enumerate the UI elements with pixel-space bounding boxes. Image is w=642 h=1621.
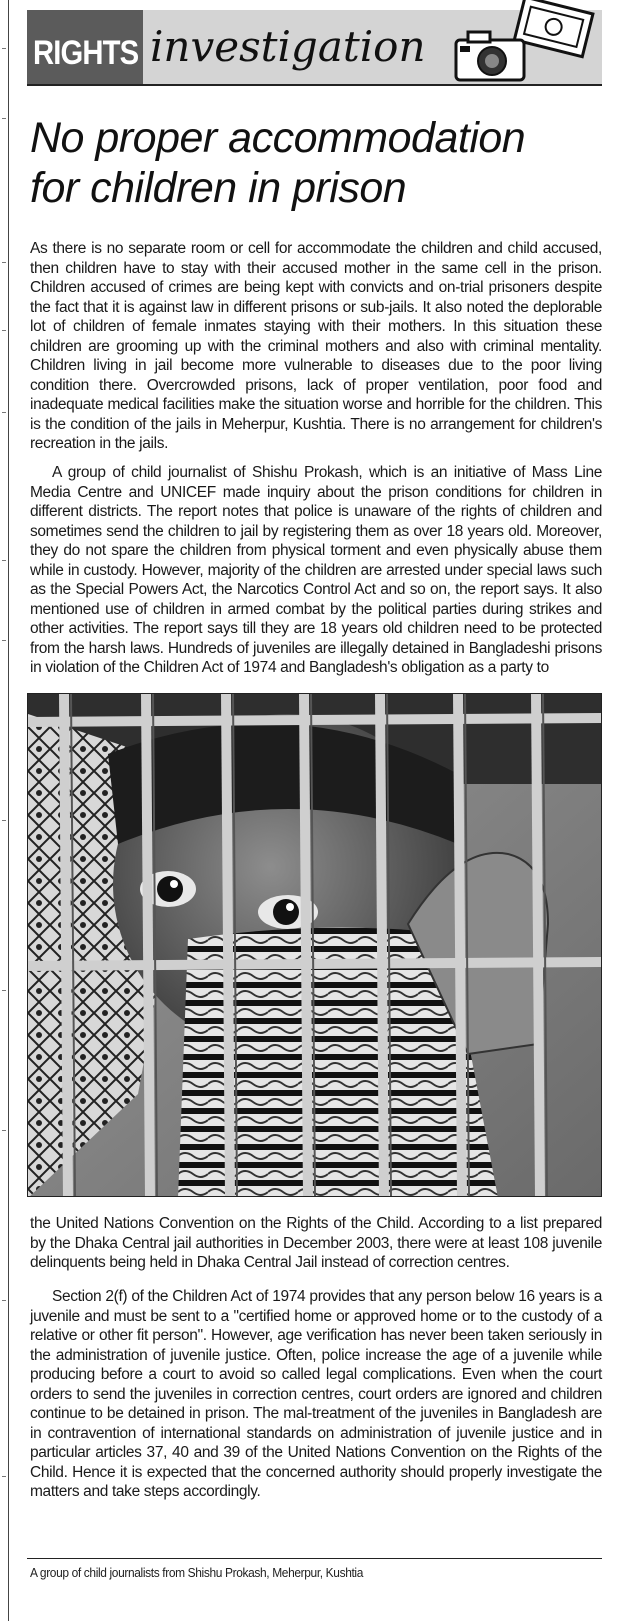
camera-icon [448,0,604,86]
article-paragraph: As there is no separate room or cell for accommodate the children and child accused, then children have to stay with their accused mother in the same cell in the prison. Children accused of crimes are being kept with convicts and on-trial prisoners despite the fact that it is against law in different prisons or sub-jails. It also noted the deplorable lot of children of female inmates staying with their mothers. In this situation these children are grooming up with the criminal mothers and also with criminal mentality. Children living in jail become more vulnerable to diseases due to the poor living condition there. Overcrowded prisons, lack of proper ventilation, poor food and inadequate medical facilities make the situation worse and horrible for the children. This is the condition of the jails in Meherpur, Kushtia. There is no arrangement for children's recreation in the jails. [30,240,602,453]
section-subtitle: investigation [150,22,426,71]
article-paragraph: Section 2(f) of the Children Act of 1974 provides that any person below 16 years is a juvenile and must be sent to a "certified home or approved home or to the custody of a relative or other fit person". However, age verification has never been taken seriously in the administration of juvenile justice. Often, police increase the age of a juvenile while producing before a court to avoid so called legal complications. Even when the court orders to send the juveniles in correction centres, court orders are ignored and children continue to be detained in prison. The mal-treatment of the juveniles in Bangladesh are in contravention of international standards on administration of juvenile justice and in particular articles 37, 40 and 39 of the United Nations Convention on the Rights of the Child. Hence it is expected that the concerned authority should properly investigate the matters and take steps accordingly. [30,1288,602,1501]
headline-line-2: for children in prison [30,164,407,212]
headline-line-1: No proper accommodation [30,114,526,162]
header-rule [27,84,602,86]
article-paragraph: the United Nations Convention on the Rights of the Child. According to a list prepared by the Dhaka Central jail authorities in December 2003, there were at least 108 juvenile delinquents being held in Dhaka Central Jail instead of correction centres. [30,1215,602,1272]
photo-credit: A group of child journalists from Shishu Prokash, Meherpur, Kushtia [30,1565,364,1580]
headline [30,113,590,213]
article-paragraph: A group of child journalist of Shishu Prokash, which is an initiative of Mass Line Media Centre and UNICEF made inquiry about the prison conditions for children in different districts. The report notes that police is unaware of the rights of children and sometimes send the children to jail by registering them as over 18 years old. Moreover, they do not spare the children from physical torment and even physically abuse them while in custody. However, majority of the children are arrested under special laws such as the Special Powers Act, the Narcotics Control Act and so on, the report says. It also mentioned use of children in armed combat by the political parties during strikes and other activities. The report says till they are 18 years old children need to be protected from the harsh laws. Hundreds of juveniles are illegally detained in Bangladeshi prisons in violation of the Children Act of 1974 and Bangladesh's obligation as a party to [30,464,602,677]
child-behind-bars-photo [27,693,602,1197]
column-divider [8,0,9,1621]
section-label: RIGHTS [33,34,139,72]
photo-illustration [28,694,602,1197]
credit-rule [27,1558,602,1559]
